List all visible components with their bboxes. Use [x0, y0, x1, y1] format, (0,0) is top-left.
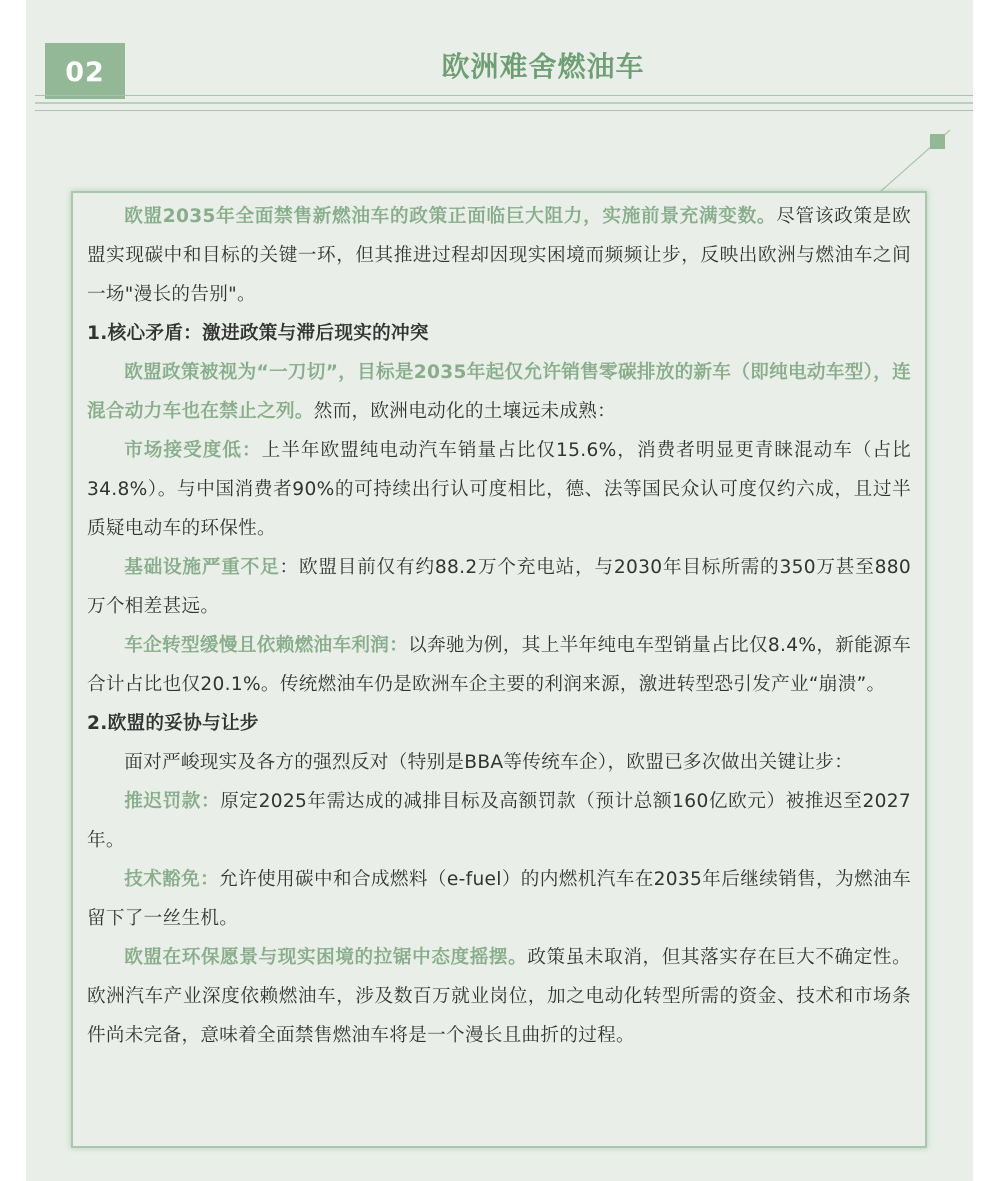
tech-exemption-label: 技术豁免：	[124, 869, 220, 890]
policy-text: 然而，欧洲电动化的土壤远未成熟：	[313, 401, 617, 422]
market-acceptance-label: 市场接受度低：	[124, 440, 262, 461]
infrastructure-label: 基础设施严重不足	[124, 557, 280, 578]
automaker-paragraph	[87, 626, 911, 704]
concession-intro-text: 面对严峻现实及各方的强烈反对（特别是BBA等传统车企），欧盟已多次做出关键让步：	[124, 752, 854, 773]
automaker-label: 车企转型缓慢且依赖燃油车利润：	[124, 635, 409, 656]
header-divider-top	[35, 95, 973, 96]
article-content-box	[71, 191, 927, 1148]
heading-core-conflict: 1.核心矛盾：激进政策与滞后现实的冲突	[87, 323, 429, 344]
decorative-square	[930, 134, 945, 149]
section-title: 欧洲难舍燃油车	[441, 50, 645, 83]
intro-highlight: 欧盟2035年全面禁售新燃油车的政策正面临巨大阻力，实施前景充满变数。	[124, 206, 777, 227]
delay-fine-paragraph	[87, 782, 911, 860]
intro-paragraph	[87, 197, 911, 314]
market-acceptance-text: 上半年欧盟纯电动汽车销量占比仅15.6%，消费者明显更青睐混动车（占比34.8%）。与中国消费者90%的可持续出行认可度相比，德、法等国民众认可度仅约六成，且过半质疑电动车的环保性。	[87, 440, 911, 539]
delay-fine-label: 推迟罚款：	[124, 791, 221, 812]
conclusion-text: 政策虽未取消，但其落实存在巨大不确定性。欧洲汽车产业深度依赖燃油车，涉及数百万就业岗位，加之电动化转型所需的资金、技术和市场条件尚未完备，意味着全面禁售燃油车将是一个漫长且曲折的过程。	[87, 947, 911, 1046]
market-acceptance-paragraph	[87, 431, 911, 548]
section-number-badge: 02	[45, 43, 125, 99]
conclusion-paragraph	[87, 938, 911, 1055]
delay-fine-text: 原定2025年需达成的减排目标及高额罚款（预计总额160亿欧元）被推迟至2027年。	[87, 791, 911, 851]
tech-exemption-text: 允许使用碳中和合成燃料（e-fuel）的内燃机汽车在2035年后继续销售，为燃油车留下了一丝生机。	[87, 869, 911, 929]
infrastructure-text: ：欧盟目前仅有约88.2万个充电站，与2030年目标所需的350万甚至880万个相差甚远。	[87, 557, 911, 617]
intro-text: 尽管该政策是欧盟实现碳中和目标的关键一环，但其推进过程却因现实困境而频频让步，反映出欧洲与燃油车之间一场"漫长的告别"。	[87, 206, 911, 305]
policy-highlight: 欧盟政策被视为“一刀切”，目标是2035年起仅允许销售零碳排放的新车（即纯电动车型），连混合动力车也在禁止之列。	[87, 362, 911, 422]
header-divider-middle	[35, 102, 973, 104]
concession-intro-paragraph	[87, 743, 911, 782]
header-divider-bottom	[35, 110, 973, 111]
policy-paragraph	[87, 353, 911, 431]
automaker-text: 以奔驰为例，其上半年纯电车型销量占比仅8.4%，新能源车合计占比也仅20.1%。传统燃油车仍是欧洲车企主要的利润来源，激进转型恐引发产业“崩溃”。	[87, 635, 911, 695]
conclusion-highlight: 欧盟在环保愿景与现实困境的拉锯中态度摇摆。	[124, 947, 528, 968]
infrastructure-paragraph	[87, 548, 911, 626]
heading-compromise: 2.欧盟的妥协与让步	[87, 713, 259, 734]
tech-exemption-paragraph	[87, 860, 911, 938]
